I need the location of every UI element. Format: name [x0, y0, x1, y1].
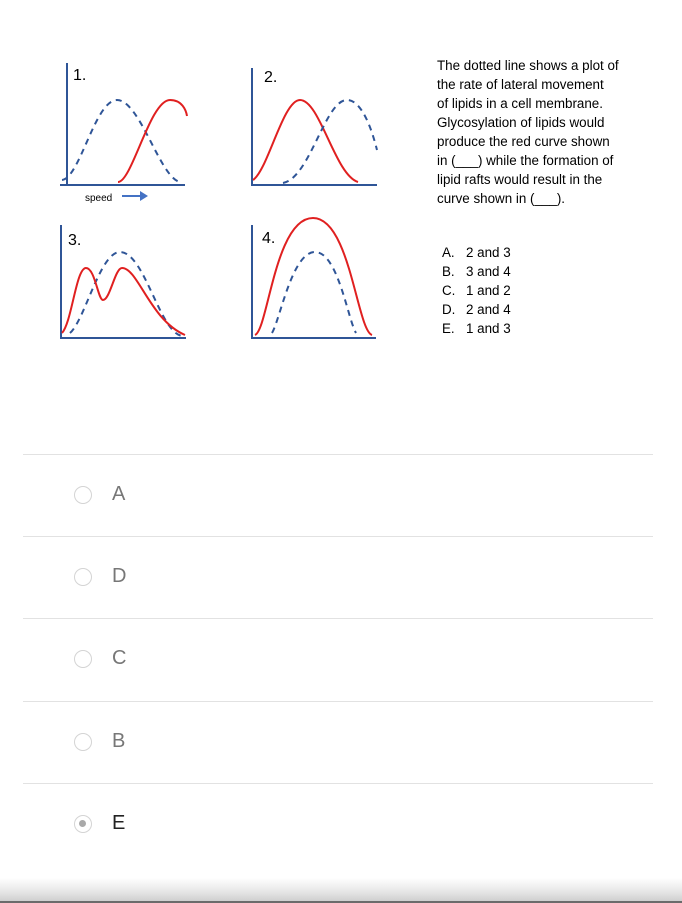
panel-3-red-curve — [62, 268, 185, 335]
answer-option-label: A — [112, 483, 126, 505]
answer-option-a[interactable] — [23, 454, 653, 537]
choice-item — [442, 243, 511, 262]
answer-choices-list — [442, 243, 511, 338]
choice-letter: A. — [442, 245, 455, 260]
radio-button[interactable] — [74, 568, 92, 586]
answer-option-label: B — [112, 730, 126, 752]
answer-option-d[interactable] — [23, 536, 653, 619]
choice-item — [442, 300, 511, 319]
choice-item — [442, 319, 511, 338]
question-line: lipid rafts would result in the — [437, 172, 603, 187]
panel-4-dotted-curve — [272, 252, 356, 333]
question-line: The dotted line shows a plot of — [437, 58, 619, 73]
radio-button[interactable] — [74, 486, 92, 504]
choice-item — [442, 281, 511, 300]
question-line: curve shown in (___). — [437, 191, 566, 206]
bottom-scroll-bar — [0, 878, 682, 903]
radio-button-selected[interactable] — [74, 815, 92, 833]
choice-text: 2 and 4 — [466, 302, 511, 317]
panel-3-label: 3. — [68, 232, 82, 249]
answer-option-label: E — [112, 812, 126, 834]
panel-1-dotted-curve — [62, 100, 180, 182]
answer-option-label: D — [112, 565, 127, 587]
answer-option-c[interactable] — [23, 618, 653, 701]
radio-button[interactable] — [74, 650, 92, 668]
panel-1 — [60, 63, 187, 204]
radio-button[interactable] — [74, 733, 92, 751]
question-line: the rate of lateral movement — [437, 77, 604, 92]
choice-text: 3 and 4 — [466, 264, 511, 279]
speed-arrow-icon — [122, 191, 148, 201]
choice-letter: C. — [442, 283, 456, 298]
panel-3 — [60, 225, 186, 339]
choice-text: 2 and 3 — [466, 245, 511, 260]
answer-option-label: C — [112, 647, 127, 669]
panel-2-label: 2. — [264, 69, 278, 86]
panel-2-red-curve — [253, 100, 358, 182]
panel-4 — [251, 218, 376, 339]
choice-letter: D. — [442, 302, 456, 317]
panel-2 — [251, 68, 377, 186]
question-text — [437, 56, 652, 208]
choice-text: 1 and 2 — [466, 283, 511, 298]
answer-option-e[interactable] — [23, 783, 653, 866]
choice-text: 1 and 3 — [466, 321, 511, 336]
choice-letter: E. — [442, 321, 455, 336]
answer-option-b[interactable] — [23, 701, 653, 784]
question-line: of lipids in a cell membrane. — [437, 96, 603, 111]
panel-4-label: 4. — [262, 230, 276, 247]
question-line: Glycosylation of lipids would — [437, 115, 605, 130]
question-line: in (___) while the formation of — [437, 153, 614, 168]
question-line: produce the red curve shown — [437, 134, 610, 149]
choice-letter: B. — [442, 264, 455, 279]
panel-3-dotted-curve — [70, 252, 183, 336]
panel-1-red-curve — [118, 100, 187, 182]
panel-1-label: 1. — [73, 67, 87, 84]
choice-item — [442, 262, 511, 281]
speed-label: speed — [85, 193, 113, 204]
